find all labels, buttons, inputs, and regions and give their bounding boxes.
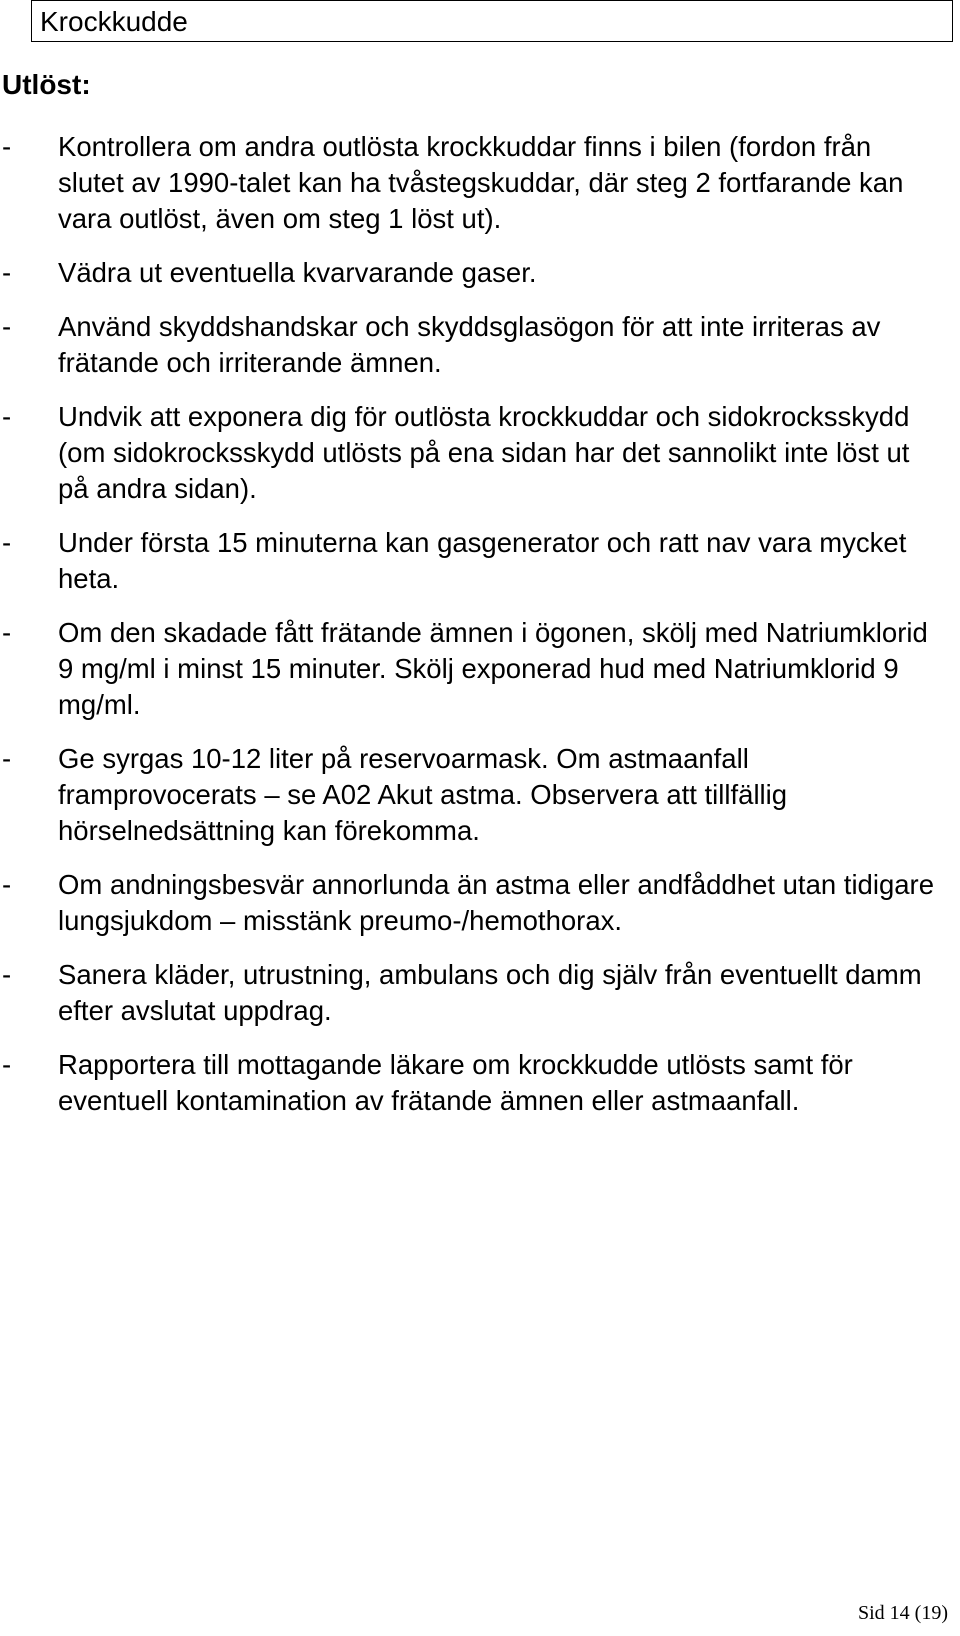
list-item [0, 525, 940, 597]
bullet-dash: - [2, 401, 12, 432]
list-item [0, 741, 940, 849]
bullet-dash: - [2, 743, 12, 774]
bullet-dash: - [2, 257, 12, 288]
list-item-text: Undvik att exponera dig för outlösta krockkuddar och sidokrocksskydd (om sidokrocksskydd utlösts på ena sidan har det sannolikt inte löst ut på andra sidan). [58, 401, 910, 504]
bullet-dash: - [2, 869, 12, 900]
list-item [0, 129, 940, 237]
list-item-text: Om den skadade fått frätande ämnen i ögonen, skölj med Natriumklorid 9 mg/ml i minst 15 minuter. Skölj exponerad hud med Natriumklorid 9 mg/ml. [58, 617, 928, 720]
bullet-dash: - [2, 617, 12, 648]
list-item-text: Använd skyddshandskar och skyddsglasögon för att inte irriteras av frätande och irriterande ämnen. [58, 311, 881, 378]
list-item [0, 255, 940, 291]
list-item [0, 399, 940, 507]
list-item-text: Ge syrgas 10-12 liter på reservoarmask. Om astmaanfall framprovocerats – se A02 Akut astma. Observera att tillfällig hörselnedsättning kan förekomma. [58, 743, 788, 846]
list-item [0, 309, 940, 381]
list-item-text: Om andningsbesvär annorlunda än astma eller andfåddhet utan tidigare lungsjukdom – misstänk preumo-/hemothorax. [58, 869, 934, 936]
list-item [0, 1047, 940, 1119]
list-item-text: Kontrollera om andra outlösta krockkuddar finns i bilen (fordon från slutet av 1990-talet kan ha tvåstegskuddar, där steg 2 fortfarande kan vara outlöst, även om steg 1 löst ut). [58, 131, 904, 234]
list-item-text: Vädra ut eventuella kvarvarande gaser. [58, 257, 537, 288]
list-item [0, 867, 940, 939]
list-item-text: Rapportera till mottagande läkare om krockkudde utlösts samt för eventuell kontamination av frätande ämnen eller astmaanfall. [58, 1049, 853, 1116]
bullet-dash: - [2, 131, 12, 162]
section-heading: Utlöst: [2, 69, 91, 100]
bullet-dash: - [2, 527, 12, 558]
list-item [0, 615, 940, 723]
bullet-dash: - [2, 959, 12, 990]
document-title: Krockkudde [31, 0, 953, 42]
list-item-text: Sanera kläder, utrustning, ambulans och dig själv från eventuellt damm efter avslutat uppdrag. [58, 959, 922, 1026]
instruction-list [0, 129, 940, 1119]
page-number: Sid 14 (19) [858, 1602, 948, 1624]
list-item-text: Under första 15 minuterna kan gasgenerator och ratt nav vara mycket heta. [58, 527, 907, 594]
bullet-dash: - [2, 1049, 12, 1080]
bullet-dash: - [2, 311, 12, 342]
list-item [0, 957, 940, 1029]
